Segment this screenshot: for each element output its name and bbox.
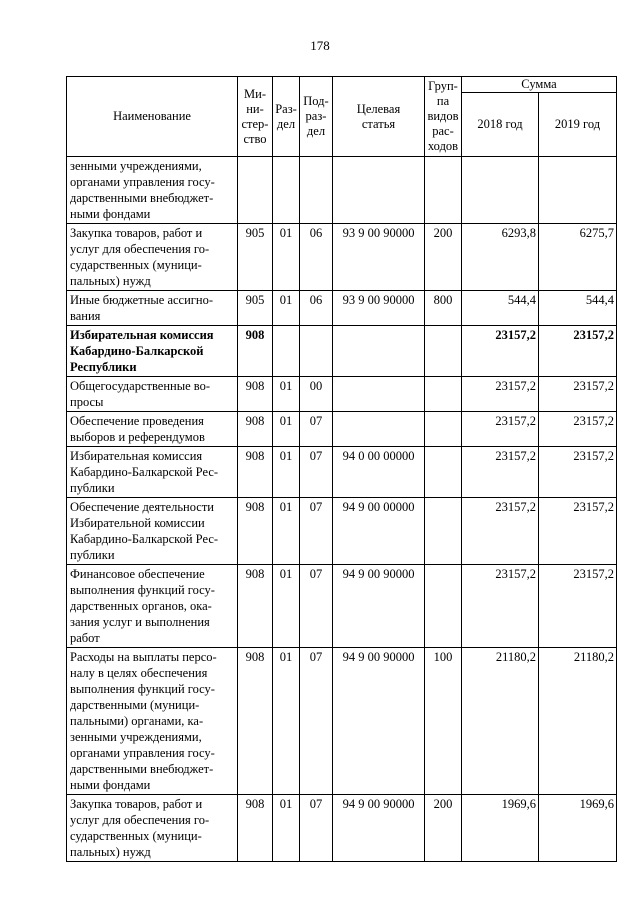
cell-section: 01 (273, 498, 300, 565)
cell-subsection (300, 326, 333, 377)
cell-section: 01 (273, 648, 300, 795)
cell-group (425, 498, 462, 565)
cell-name: Расходы на выплаты персо- налу в целях обеспечения выполнения функций госу- дарственными (муници- пальными) органами, ка- зенными учреждениями, органами управления госу- дарственными внебюджет- ными фондами (67, 648, 238, 795)
cell-group: 800 (425, 291, 462, 326)
cell-ministry: 908 (238, 565, 273, 648)
cell-subsection: 06 (300, 291, 333, 326)
cell-target: 94 0 00 00000 (333, 447, 425, 498)
cell-subsection (300, 157, 333, 224)
cell-name: Избирательная комиссия Кабардино-Балкарской Республики (67, 326, 238, 377)
cell-ministry: 905 (238, 291, 273, 326)
cell-target: 93 9 00 90000 (333, 224, 425, 291)
cell-section: 01 (273, 447, 300, 498)
header-group: Груп- па видов рас- ходов (425, 77, 462, 157)
cell-ministry: 908 (238, 498, 273, 565)
cell-subsection: 06 (300, 224, 333, 291)
cell-group: 200 (425, 795, 462, 862)
cell-2019: 23157,2 (539, 565, 617, 648)
cell-2018: 23157,2 (462, 565, 539, 648)
cell-name: Финансовое обеспечение выполнения функций госу- дарственных органов, ока- зания услуг и выполнения работ (67, 565, 238, 648)
cell-2019: 544,4 (539, 291, 617, 326)
header-name: Наименование (67, 77, 238, 157)
cell-subsection: 07 (300, 648, 333, 795)
cell-subsection: 07 (300, 498, 333, 565)
header-year-2019: 2019 год (539, 93, 617, 157)
cell-2018: 23157,2 (462, 326, 539, 377)
table-row (67, 291, 617, 326)
cell-2019: 23157,2 (539, 498, 617, 565)
cell-ministry: 908 (238, 377, 273, 412)
cell-name: Закупка товаров, работ и услуг для обеспечения го- сударственных (муници- пальных) нужд (67, 795, 238, 862)
table-row (67, 224, 617, 291)
cell-group (425, 157, 462, 224)
header-row (67, 77, 617, 93)
cell-group: 100 (425, 648, 462, 795)
cell-section (273, 157, 300, 224)
table-body (67, 157, 617, 862)
table-row (67, 648, 617, 795)
cell-target: 94 9 00 00000 (333, 498, 425, 565)
cell-subsection: 00 (300, 377, 333, 412)
cell-ministry: 908 (238, 795, 273, 862)
table-row (67, 157, 617, 224)
cell-group (425, 326, 462, 377)
page-number: 178 (310, 38, 330, 53)
cell-subsection: 07 (300, 412, 333, 447)
cell-2018: 544,4 (462, 291, 539, 326)
table-row (67, 412, 617, 447)
cell-2019: 6275,7 (539, 224, 617, 291)
cell-2018: 6293,8 (462, 224, 539, 291)
cell-2018: 23157,2 (462, 447, 539, 498)
cell-name: Обеспечение проведения выборов и референдумов (67, 412, 238, 447)
cell-2019 (539, 157, 617, 224)
table-row (67, 326, 617, 377)
cell-group (425, 412, 462, 447)
cell-2019: 21180,2 (539, 648, 617, 795)
cell-subsection: 07 (300, 447, 333, 498)
cell-2018: 21180,2 (462, 648, 539, 795)
cell-name: Закупка товаров, работ и услуг для обеспечения го- сударственных (муници- пальных) нужд (67, 224, 238, 291)
cell-ministry (238, 157, 273, 224)
cell-2018: 23157,2 (462, 498, 539, 565)
cell-target (333, 326, 425, 377)
cell-section (273, 326, 300, 377)
table-row (67, 498, 617, 565)
cell-2018: 23157,2 (462, 377, 539, 412)
cell-target (333, 157, 425, 224)
cell-target: 94 9 00 90000 (333, 565, 425, 648)
cell-group (425, 377, 462, 412)
cell-ministry: 908 (238, 648, 273, 795)
cell-ministry: 908 (238, 412, 273, 447)
cell-2019: 23157,2 (539, 326, 617, 377)
cell-2018: 1969,6 (462, 795, 539, 862)
cell-ministry: 908 (238, 447, 273, 498)
cell-subsection: 07 (300, 565, 333, 648)
cell-group (425, 447, 462, 498)
cell-ministry: 908 (238, 326, 273, 377)
cell-section: 01 (273, 565, 300, 648)
table-row (67, 565, 617, 648)
cell-group: 200 (425, 224, 462, 291)
cell-section: 01 (273, 291, 300, 326)
cell-target: 93 9 00 90000 (333, 291, 425, 326)
cell-section: 01 (273, 795, 300, 862)
cell-name: Общегосударственные во- просы (67, 377, 238, 412)
cell-target (333, 377, 425, 412)
header-target: Целевая статья (333, 77, 425, 157)
cell-2018: 23157,2 (462, 412, 539, 447)
cell-name: зенными учреждениями, органами управления госу- дарственными внебюджет- ными фондами (67, 157, 238, 224)
cell-section: 01 (273, 377, 300, 412)
cell-name: Иные бюджетные ассигно- вания (67, 291, 238, 326)
cell-subsection: 07 (300, 795, 333, 862)
cell-2019: 23157,2 (539, 447, 617, 498)
header-section: Раз- дел (273, 77, 300, 157)
table-row (67, 447, 617, 498)
cell-section: 01 (273, 224, 300, 291)
cell-name: Избирательная комиссия Кабардино-Балкарской Рес- публики (67, 447, 238, 498)
cell-target: 94 9 00 90000 (333, 795, 425, 862)
header-sum: Сумма (462, 77, 617, 93)
cell-2019: 23157,2 (539, 377, 617, 412)
cell-section: 01 (273, 412, 300, 447)
cell-target (333, 412, 425, 447)
cell-2019: 1969,6 (539, 795, 617, 862)
header-year-2018: 2018 год (462, 93, 539, 157)
cell-target: 94 9 00 90000 (333, 648, 425, 795)
cell-2019: 23157,2 (539, 412, 617, 447)
table-row (67, 377, 617, 412)
cell-name: Обеспечение деятельности Избирательной комиссии Кабардино-Балкарской Рес- публики (67, 498, 238, 565)
table-row (67, 795, 617, 862)
cell-ministry: 905 (238, 224, 273, 291)
cell-group (425, 565, 462, 648)
header-ministry: Ми- ни- стер- ство (238, 77, 273, 157)
header-subsection: Под- раз- дел (300, 77, 333, 157)
budget-table (66, 76, 617, 862)
cell-2018 (462, 157, 539, 224)
